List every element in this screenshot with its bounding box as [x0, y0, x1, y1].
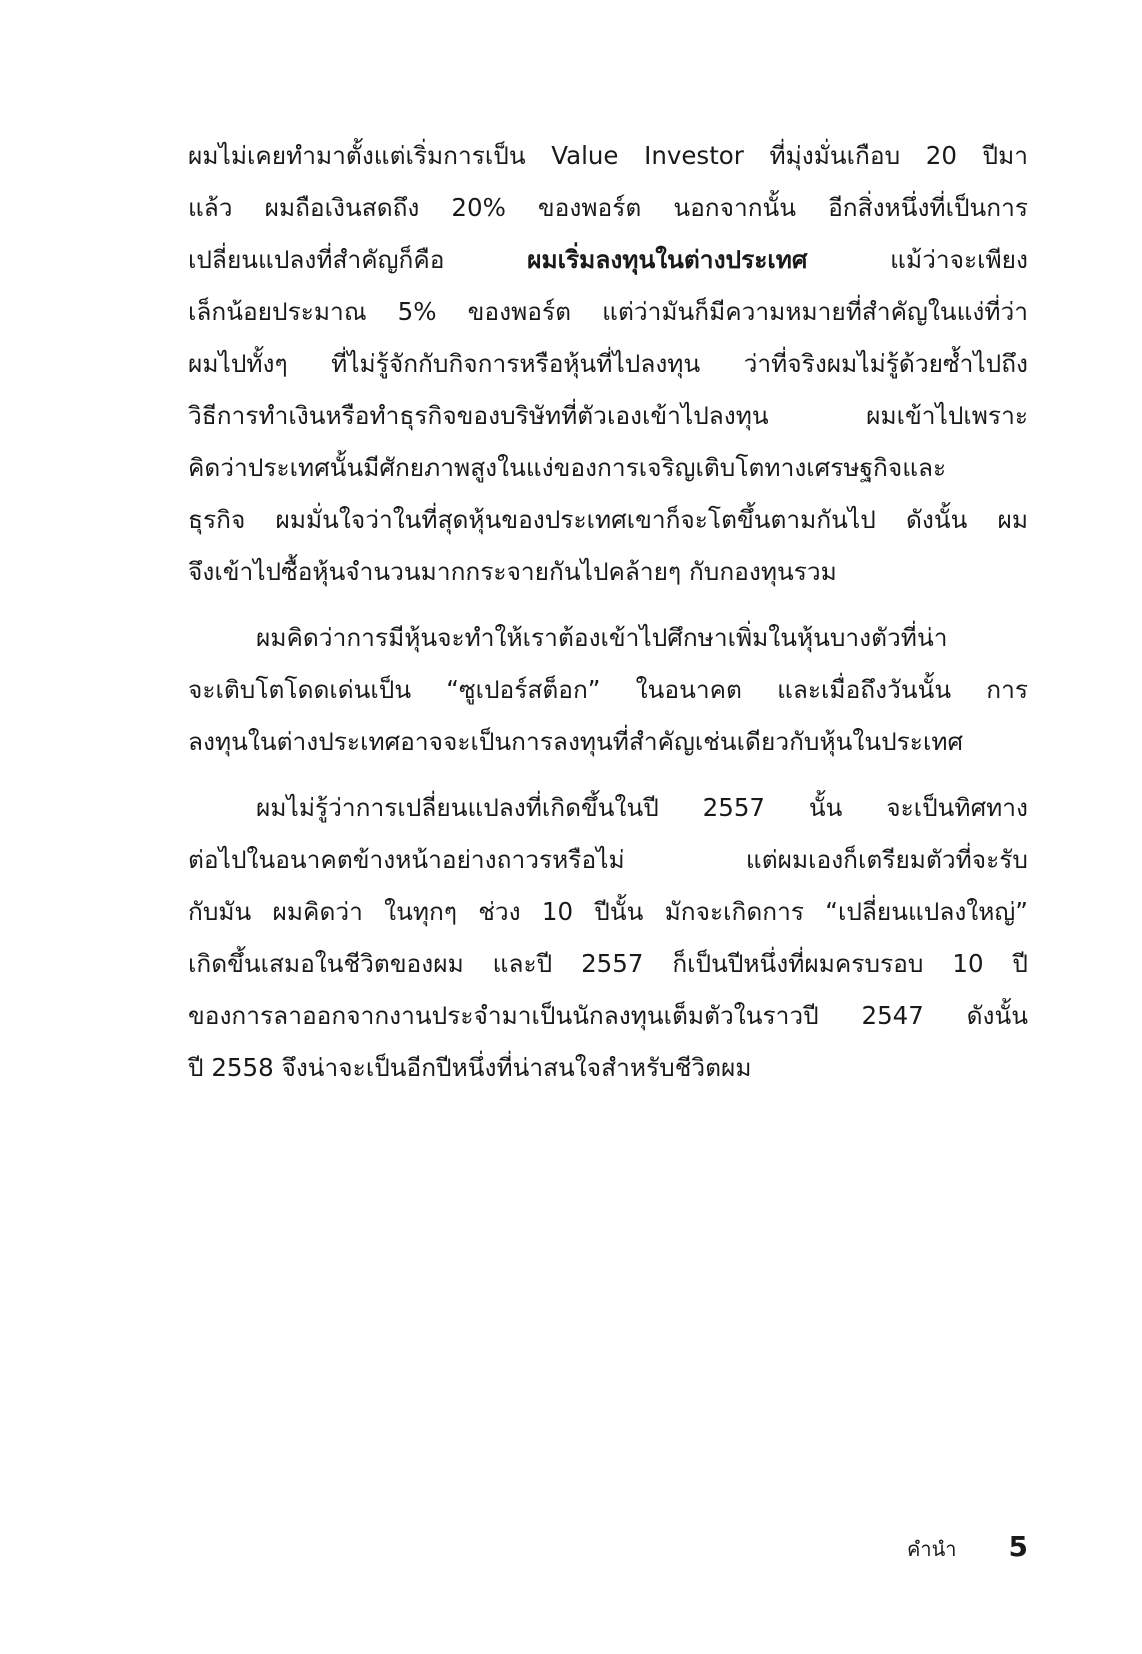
text-line: กับมัน ผมคิดว่า ในทุกๆ ช่วง 10 ปีนั้น มักจะเกิดการ “เปลี่ยนแปลงใหญ่”	[188, 897, 1028, 926]
text-line: แล้ว ผมถือเงินสดถึง 20% ของพอร์ต นอกจากนั้น อีกสิ่งหนึ่งที่เป็นการ	[188, 193, 1028, 222]
text-line: ผมไม่รู้ว่าการเปลี่ยนแปลงที่เกิดขึ้นในปี 2557 นั้น จะเป็นทิศทาง	[256, 793, 1028, 822]
text-line: จึงเข้าไปซื้อหุ้นจำนวนมากกระจายกันไปคล้ายๆ กับกองทุนรวม	[188, 557, 837, 586]
paragraph-spacer	[188, 768, 1028, 782]
text-line: เล็กน้อยประมาณ 5% ของพอร์ต แต่ว่ามันก็มีความหมายที่สำคัญในแง่ที่ว่า	[188, 297, 1028, 326]
paragraph	[188, 130, 1028, 598]
text-line: ลงทุนในต่างประเทศอาจจะเป็นการลงทุนที่สำคัญเช่นเดียวกับหุ้นในประเทศ	[188, 727, 964, 756]
text-line: คิดว่าประเทศนั้นมีศักยภาพสูงในแง่ของการเจริญเติบโตทางเศรษฐกิจและ	[188, 453, 947, 482]
text-line: เกิดขึ้นเสมอในชีวิตของผม และปี 2557 ก็เป็นปีหนึ่งที่ผมครบรอบ 10 ปี	[188, 949, 1028, 978]
text-line: ผมคิดว่าการมีหุ้นจะทำให้เราต้องเข้าไปศึกษาเพิ่มในหุ้นบางตัวที่น่า	[256, 623, 948, 652]
paragraph	[188, 782, 1028, 1094]
emphasis-text: ผมเริ่มลงทุนในต่างประเทศ	[527, 245, 808, 274]
text-line: ผมไม่เคยทำมาตั้งแต่เริ่มการเป็น Value Investor ที่มุ่งมั่นเกือบ 20 ปีมา	[188, 141, 1028, 170]
text-line: ธุรกิจ ผมมั่นใจว่าในที่สุดหุ้นของประเทศเขาก็จะโตขึ้นตามกันไป ดังนั้น ผม	[188, 505, 1028, 534]
text-line: ผมไปทั้งๆ ที่ไม่รู้จักกับกิจการหรือหุ้นที่ไปลงทุน ว่าที่จริงผมไม่รู้ด้วยซ้ำไปถึง	[188, 349, 1028, 378]
text-line: ของการลาออกจากงานประจำมาเป็นนักลงทุนเต็มตัวในราวปี 2547 ดังนั้น	[188, 1001, 1028, 1030]
body-text	[188, 130, 1028, 1094]
section-label: คำนำ	[907, 1537, 957, 1561]
text-line: วิธีการทำเงินหรือทำธุรกิจของบริษัทที่ตัวเองเข้าไปลงทุน ผมเข้าไปเพราะ	[188, 401, 1028, 430]
text-run: เปลี่ยนแปลงที่สำคัญก็คือ	[188, 245, 528, 274]
text-line: ต่อไปในอนาคตข้างหน้าอย่างถาวรหรือไม่ แต่ผมเองก็เตรียมตัวที่จะรับ	[188, 845, 1028, 874]
text-line: ปี 2558 จึงน่าจะเป็นอีกปีหนึ่งที่น่าสนใจสำหรับชีวิตผม	[188, 1053, 752, 1082]
text-line	[188, 234, 1028, 286]
paragraph-spacer	[188, 598, 1028, 612]
page-footer	[907, 1530, 1028, 1565]
page-number: 5	[1008, 1530, 1028, 1563]
text-run: แม้ว่าจะเพียง	[807, 245, 1028, 274]
paragraph	[188, 612, 1028, 768]
text-line: จะเติบโตโดดเด่นเป็น “ซูเปอร์สต็อก” ในอนาคต และเมื่อถึงวันนั้น การ	[188, 675, 1028, 704]
